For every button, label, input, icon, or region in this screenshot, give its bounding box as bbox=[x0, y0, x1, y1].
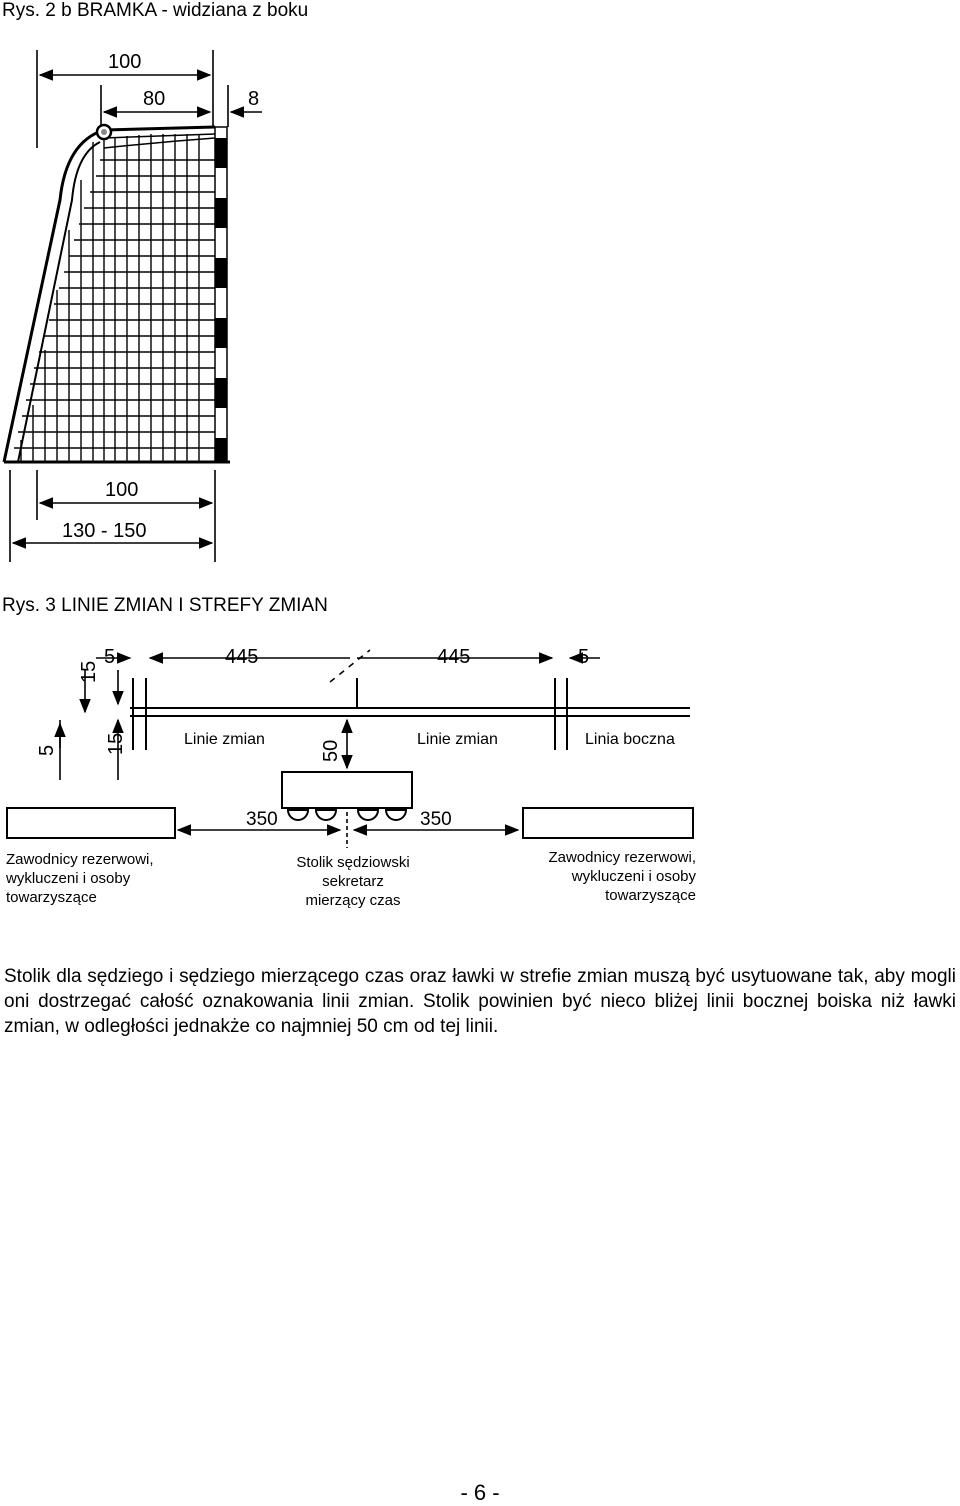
scorer-table bbox=[282, 772, 412, 808]
dim-bottom-inner: 100 bbox=[105, 479, 139, 501]
label-linia-boczna: Linia boczna bbox=[585, 731, 675, 748]
dim-left-5: 5 bbox=[104, 646, 116, 668]
bench-left-caption: Zawodnicy rezerwowi, wykluczeni i osoby towarzyszące bbox=[6, 851, 154, 906]
table-caption: Stolik sędziowski sekretarz mierzący czas bbox=[296, 854, 410, 909]
page-number: - 6 - bbox=[460, 1480, 500, 1505]
bench-left bbox=[7, 808, 175, 838]
dim-top-inner: 80 bbox=[143, 88, 166, 110]
goal-post bbox=[215, 127, 227, 462]
dim-top-outer: 100 bbox=[108, 51, 142, 73]
dim-right-445: 445 bbox=[437, 646, 471, 668]
support-bar bbox=[4, 130, 104, 462]
label-linie-zmian-right: Linie zmian bbox=[417, 731, 498, 748]
dim-350-left: 350 bbox=[246, 809, 278, 830]
substitution-zone-diagram bbox=[0, 620, 960, 960]
dim-right-5: 5 bbox=[578, 646, 590, 668]
bench-right-caption: Zawodnicy rezerwowi, wykluczeni i osoby towarzyszące bbox=[548, 849, 696, 904]
figure-3-caption: Rys. 3 LINIE ZMIAN I STREFY ZMIAN bbox=[2, 595, 328, 616]
dim-vert-15-bottom: 15 bbox=[105, 732, 127, 755]
dim-vert-50: 50 bbox=[320, 739, 342, 762]
net-mesh bbox=[14, 134, 215, 462]
dim-left-445: 445 bbox=[225, 646, 259, 668]
dim-350-right: 350 bbox=[420, 809, 452, 830]
dim-bottom-outer: 130 - 150 bbox=[62, 520, 147, 542]
dim-post-width: 8 bbox=[248, 88, 260, 110]
figure-2-caption: Rys. 2 b BRAMKA - widziana z boku bbox=[2, 0, 309, 21]
label-linie-zmian-left: Linie zmian bbox=[184, 731, 265, 748]
goal-side-view-diagram bbox=[0, 30, 300, 610]
bench-right bbox=[523, 808, 693, 838]
body-paragraph: Stolik dla sędziego i sędziego mierzącego czas oraz ławki w strefie zmian muszą być usytuowane tak, aby mogli oni dostrzegać całość oznakowania linii zmian. Stolik powinien być nieco bliżej linii bocznej boiska niż ławki zmian, w odległości jednakże co najmniej 50 cm od tej linii. bbox=[4, 966, 956, 1037]
dim-vert-5: 5 bbox=[36, 744, 58, 756]
dim-vert-15-top: 15 bbox=[78, 660, 100, 683]
